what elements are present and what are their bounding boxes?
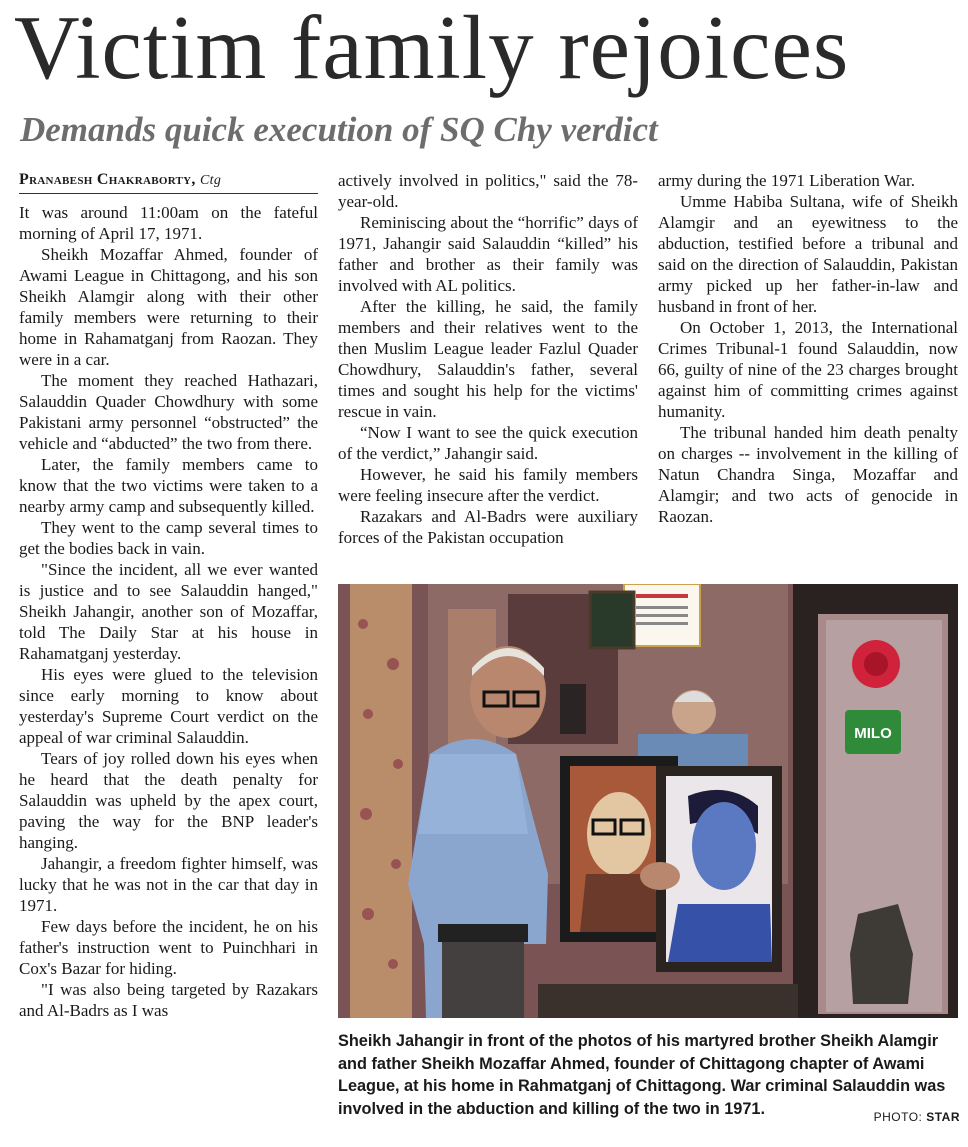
- paragraph: Sheikh Mozaffar Ahmed, founder of Awami League in Chittagong, and his son Sheikh Alamgir along with their other family members were returning to their home in Rahamatganj from Raozan. They were in a car.: [19, 245, 318, 369]
- paragraph: Few days before the incident, he on his father's instruction went to Puinchhari in Cox's Bazar for hiding.: [19, 917, 318, 978]
- paragraph: They went to the camp several times to get the bodies back in vain.: [19, 518, 318, 558]
- paragraph: army during the 1971 Liberation War.: [658, 171, 916, 190]
- article-column-1: [19, 170, 318, 1021]
- article-column-3: [658, 170, 958, 527]
- paragraph: It was around 11:00am on the fateful morning of April 17, 1971.: [19, 203, 318, 243]
- paragraph: “Now I want to see the quick execution of the verdict,” Jahangir said.: [338, 423, 638, 463]
- paragraph: The tribunal handed him death penalty on charges -- involvement in the killing of Natun Chandra Singa, Mozaffar and Alamgir; and two acts of genocide in Raozan.: [658, 423, 958, 526]
- paragraph: actively involved in politics," said the 78-year-old.: [338, 171, 638, 211]
- milo-sign-text: MILO: [854, 725, 892, 742]
- photo-credit-source: STAR: [926, 1110, 960, 1124]
- article-column-2: [338, 170, 638, 548]
- paragraph: "Since the incident, all we ever wanted is justice and to see Salauddin hanged," Sheikh Jahangir, another son of Mozaffar, told The Daily Star at his house in Rahamatganj yesterday.: [19, 560, 318, 663]
- paragraph: Jahangir, a freedom fighter himself, was lucky that he was not in the car that day in 1971.: [19, 854, 318, 915]
- photo-credit-label: PHOTO:: [873, 1110, 923, 1124]
- paragraph: Later, the family members came to know that the two victims were taken to a nearby army camp and subsequently killed.: [19, 455, 318, 516]
- paragraph: Tears of joy rolled down his eyes when he heard that the death penalty for Salauddin was upheld by the apex court, paving the way for the BNP leader's hanging.: [19, 749, 318, 852]
- paragraph: However, he said his family members were feeling insecure after the verdict.: [338, 465, 638, 505]
- paragraph: Reminiscing about the “horrific” days of 1971, Jahangir said Salauddin “killed” his father and brother as their family was involved with AL politics.: [338, 213, 638, 295]
- paragraph: "I was also being targeted by Razakars and Al-Badrs as I was: [19, 980, 318, 1020]
- photo-credit: [874, 1110, 960, 1124]
- photo-caption: Sheikh Jahangir in front of the photos of his martyred brother Sheikh Alamgir and father Sheikh Mozaffar Ahmed, founder of Chittagong chapter of Awami League, at his home in Rahmatganj of Chittagong. War criminal Salauddin was involved in the abduction and killing of the two in 1971.: [338, 1032, 946, 1118]
- paragraph: Umme Habiba Sultana, wife of Sheikh Alamgir and an eyewitness to the abduction, testified before a tribunal and said on the direction of Salauddin, Pakistan army picked up her father-in-law and husband in front of her.: [658, 192, 958, 316]
- subheadline: Demands quick execution of SQ Chy verdict: [20, 110, 658, 149]
- paragraph: After the killing, he said, the family members and their relatives went to the then Muslim League leader Fazlul Quader Chowdhury, Salauddin's father, several times and sought his help for the victims' rescue in vain.: [338, 297, 638, 421]
- paragraph: On October 1, 2013, the International Crimes Tribunal-1 found Salauddin, now 66, guilty of nine of the 23 charges brought against him of committing crimes against humanity.: [658, 318, 958, 421]
- news-photo: [338, 584, 958, 1018]
- byline-author: Pranabesh Chakraborty,: [19, 171, 196, 188]
- byline: [19, 170, 318, 194]
- paragraph: The moment they reached Hathazari, Salauddin Quader Chowdhury with some Pakistani army personnel “obstructed” the vehicle and “abducted” the two from there.: [19, 371, 318, 453]
- paragraph: His eyes were glued to the television since early morning to know about yesterday's Supreme Court verdict on the appeal of war criminal Salauddin.: [19, 665, 318, 747]
- byline-location: Ctg: [200, 173, 222, 188]
- paragraph: Razakars and Al-Badrs were auxiliary forces of the Pakistan occupation: [338, 507, 638, 547]
- headline: Victim family rejoices: [14, 0, 850, 98]
